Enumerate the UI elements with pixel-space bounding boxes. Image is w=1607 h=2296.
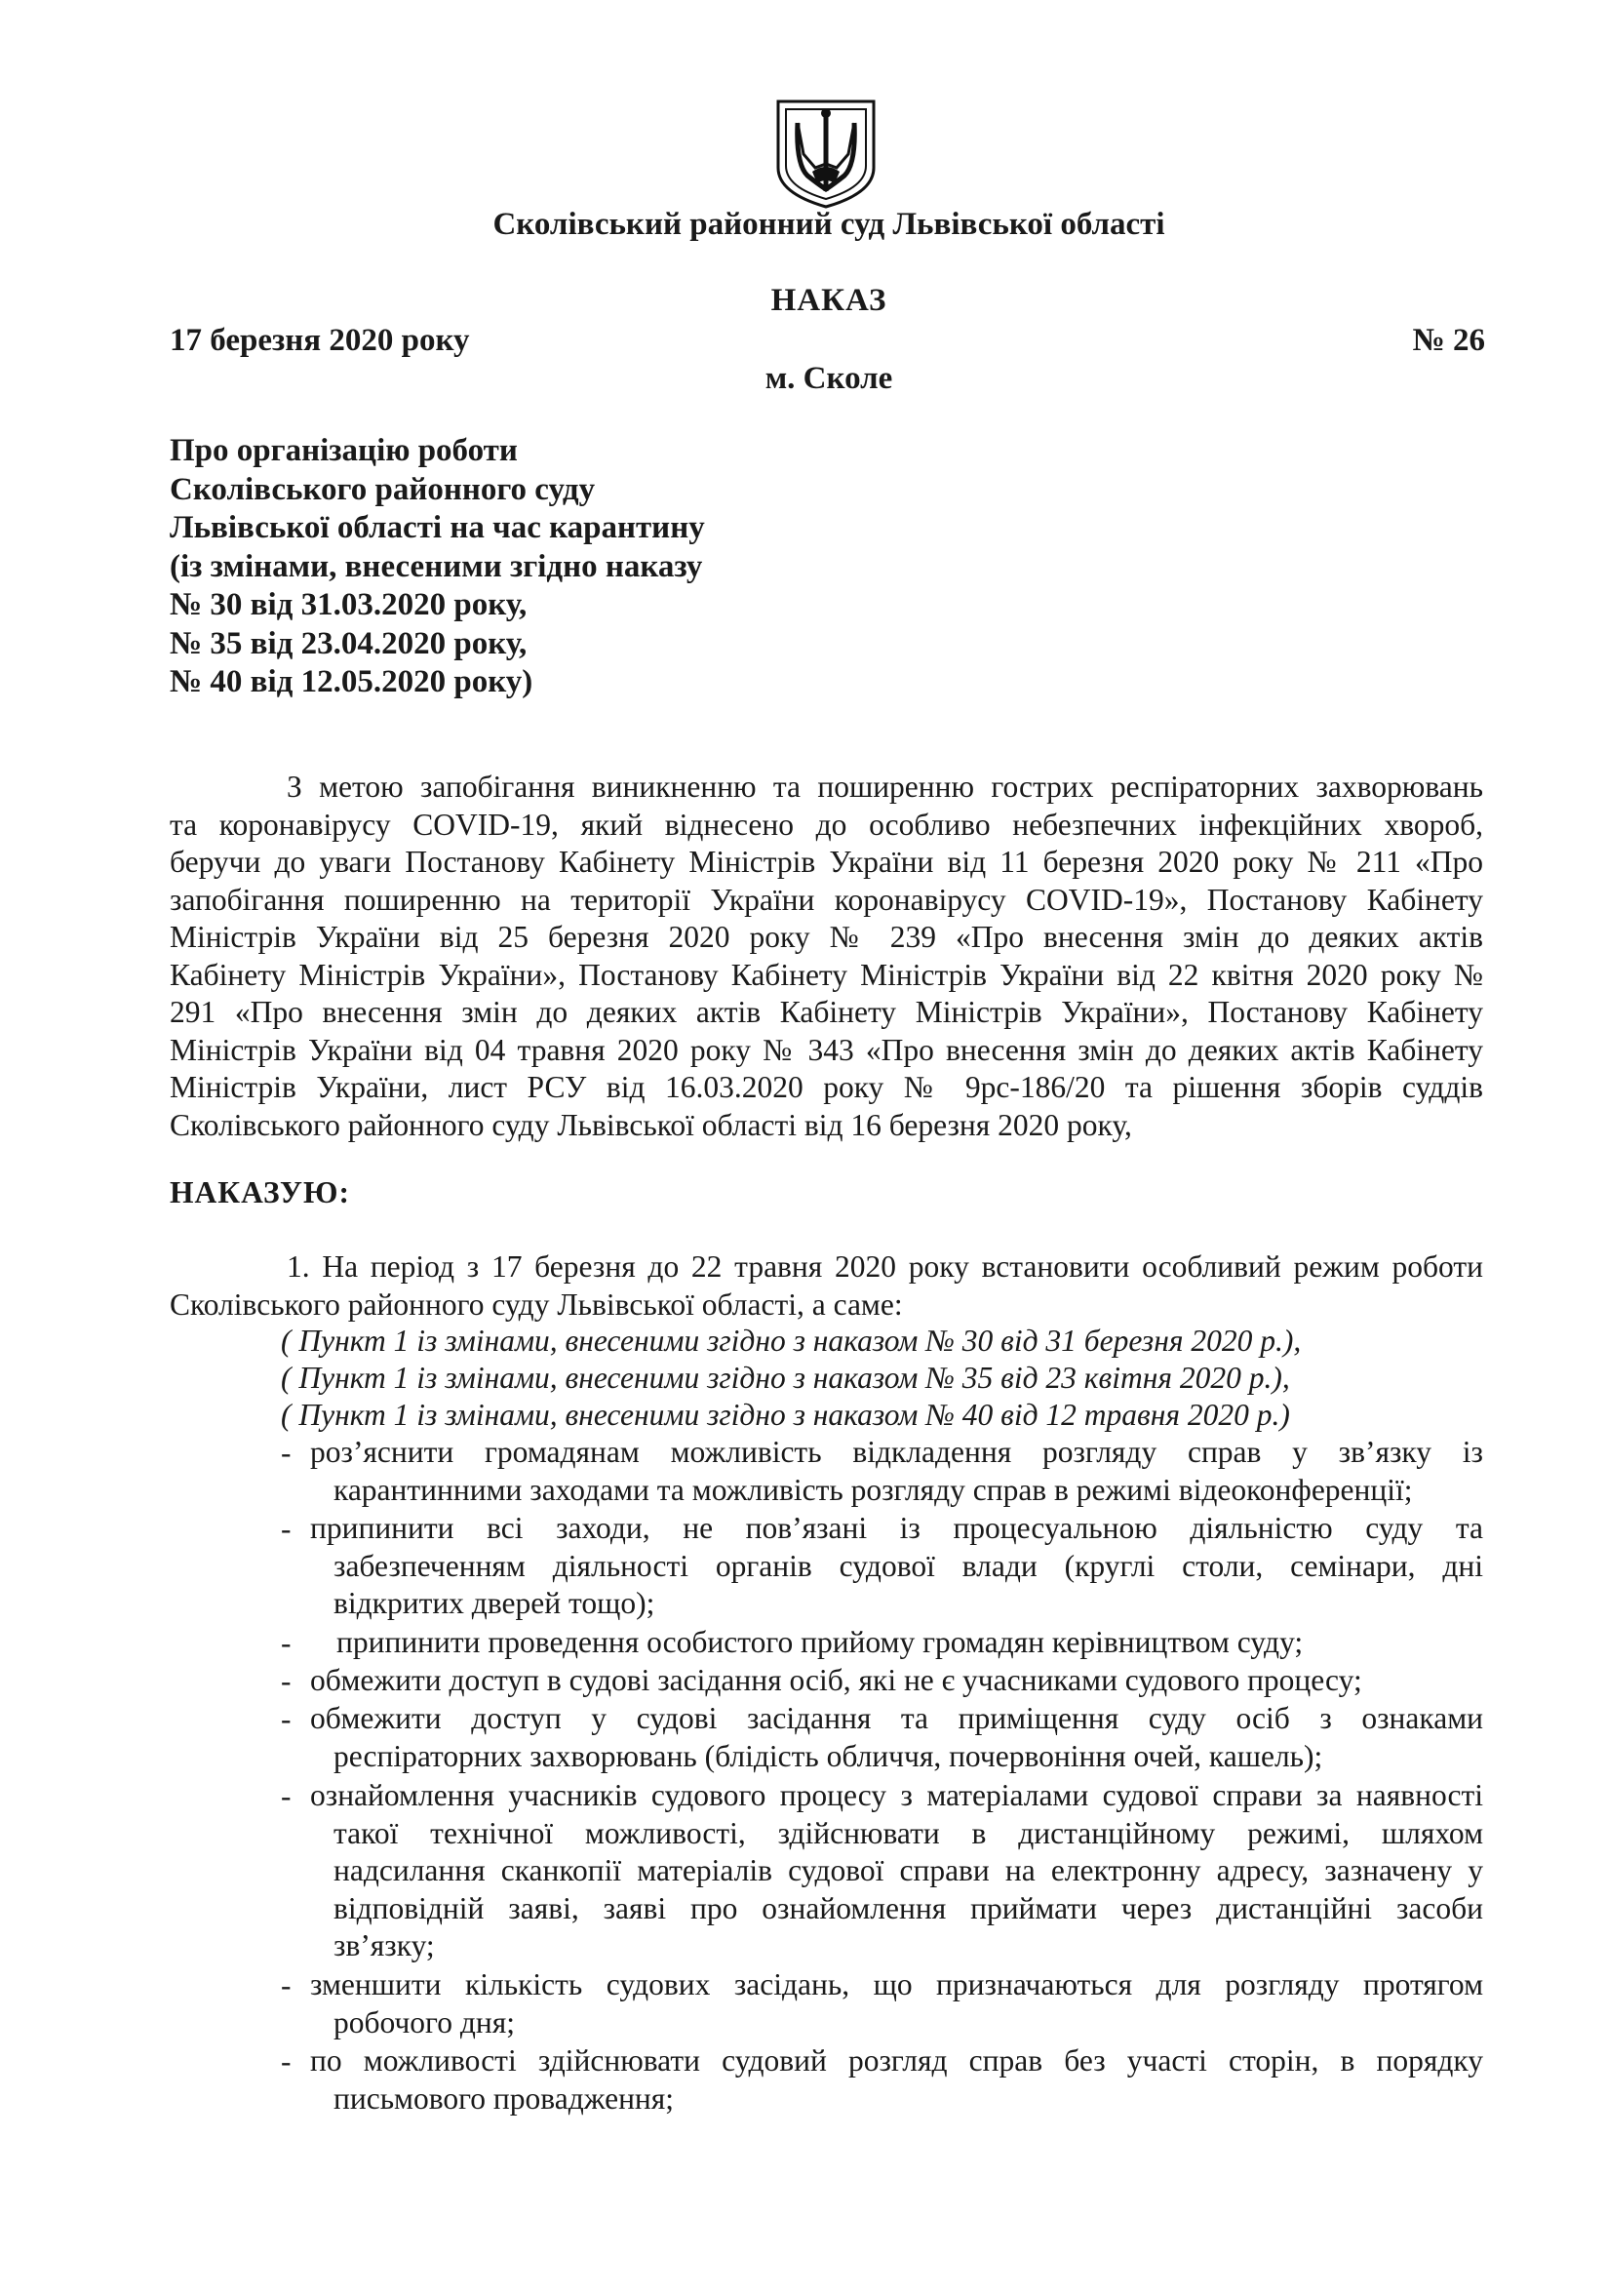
bullet-line: відповідній заяві, заяві про ознайомлення приймати через дистанційні засоби [333, 1890, 1483, 1925]
preamble-line: Міністрів України від 04 травня 2020 року № 343 «Про внесення змін до деяких актів Кабінету [170, 1032, 1483, 1067]
bullet-dash: - [281, 1436, 292, 1470]
subject-line: Львівської області на час карантину [170, 510, 705, 545]
bullet-item [310, 1777, 1483, 1965]
bullet-item [336, 1624, 1487, 1662]
coat-of-arms-emblem [759, 96, 893, 211]
bullet-line: обмежити доступ у судові засідання та приміщення суду осіб з ознаками [310, 1701, 1483, 1735]
bullet-line: припинити проведення особистого прийому громадян керівництвом суду; [336, 1625, 1304, 1659]
bullet-line: забезпеченням діяльності органів судової влади (круглі столи, семінари, дні [333, 1548, 1483, 1583]
bullet-dash: - [281, 1664, 292, 1698]
bullet-line: зменшити кількість судових засідань, що призначаються для розгляду протягом [310, 1967, 1483, 2001]
bullet-line: респіраторних захворювань (блідість обличчя, почервоніння очей, кашель); [333, 1738, 1323, 1773]
preamble-line: З метою запобігання виникненню та поширенню гострих респіраторних захворювань [287, 770, 1483, 804]
bullet-line: відкритих дверей тощо); [333, 1586, 655, 1620]
bullet-line: обмежити доступ в судові засідання осіб, які не є учасниками судового процесу; [310, 1663, 1362, 1697]
preamble-line: Міністрів України від 25 березня 2020 року № 239 «Про внесення змін до деяких актів [170, 920, 1483, 954]
amendment-note: ( Пункт 1 із змінами, внесеними згідно з наказом № 35 від 23 квітня 2020 р.), [281, 1361, 1290, 1395]
bullet-dash: - [281, 1626, 292, 1660]
bullet-dash: - [281, 1512, 292, 1546]
preamble-line: Міністрів України, лист РСУ від 16.03.2020 року № 9рс-186/20 та рішення зборів суддів [170, 1070, 1483, 1104]
subject-line: № 30 від 31.03.2020 року, [170, 587, 528, 622]
preamble-line: Кабінету Міністрів України», Постанову Кабінету Міністрів України від 22 квітня 2020 року № [170, 957, 1483, 992]
bullet-line: по можливості здійснювати судовий розгляд справ без участі сторін, в порядку [310, 2043, 1483, 2078]
bullet-line: письмового провадження; [333, 2080, 675, 2116]
bullet-item [310, 1966, 1483, 2041]
bullet-line: робочого дня; [333, 2004, 515, 2039]
order-date: 17 березня 2020 року [170, 323, 470, 358]
preamble-line: та коронавірусу COVID-19, який віднесено до особливо небезпечних інфекційних хвороб, [170, 807, 1483, 842]
order-subject [170, 432, 705, 702]
bullet-dash: - [281, 1702, 292, 1736]
point-1 [170, 1248, 1483, 1324]
point-1-line: Сколівського районного суду Львівської області, а саме: [170, 1287, 903, 1322]
order-heading: НАКАЗУЮ: [170, 1175, 350, 1209]
subject-line: Про організацію роботи [170, 433, 518, 468]
bullet-line: надсилання сканкопії матеріалів судової справи на електронну адресу, зазначену у [333, 1853, 1483, 1887]
document-title: НАКАЗ [770, 283, 887, 318]
bullet-dash: - [281, 1968, 292, 2002]
bullet-line: такої технічної можливості, здійснювати в дистанційному режимі, шляхом [333, 1815, 1483, 1850]
order-city: м. Сколе [764, 361, 893, 396]
preamble-line: запобігання поширенню на території України коронавірусу COVID-19», Постанову Кабінету [170, 882, 1483, 917]
bullet-line: зв’язку; [333, 1928, 435, 1962]
bullet-dash: - [281, 1779, 292, 1813]
bullet-item [310, 2042, 1483, 2118]
bullet-item [310, 1700, 1483, 1775]
bullet-line: карантинними заходами та можливість розгляду справ в режимі відеоконференції; [333, 1472, 1413, 1507]
order-number: № 26 [1412, 323, 1485, 358]
bullet-item [310, 1662, 1483, 1700]
bullet-line: ознайомлення учасників судового процесу з матеріалами судової справи за наявності [310, 1778, 1483, 1812]
preamble-line: Сколівського районного суду Львівської області від 16 березня 2020 року, [170, 1107, 1132, 1142]
bullet-item [310, 1434, 1483, 1509]
preamble-paragraph [170, 769, 1483, 1144]
court-name: Сколівський районний суд Львівської області [492, 207, 1165, 242]
amendment-note: ( Пункт 1 із змінами, внесеними згідно з наказом № 30 від 31 березня 2020 р.), [281, 1324, 1302, 1358]
bullet-line: роз’яснити громадянам можливість відкладення розгляду справ у зв’язку із [310, 1435, 1483, 1469]
amendment-notes [281, 1323, 1301, 1434]
amendment-note: ( Пункт 1 із змінами, внесеними згідно з наказом № 40 від 12 травня 2020 р.) [281, 1398, 1290, 1432]
preamble-line: 291 «Про внесення змін до деяких актів Кабінету Міністрів України», Постанову Кабінету [170, 995, 1483, 1029]
bullet-dash: - [281, 2044, 292, 2078]
bullet-item [310, 1510, 1483, 1623]
subject-line: (із змінами, внесеними згідно наказу [170, 548, 703, 584]
subject-line: № 35 від 23.04.2020 року, [170, 625, 528, 661]
subject-line: Сколівського районного суду [170, 471, 596, 507]
bullet-line: припинити всі заходи, не пов’язані із процесуальною діяльністю суду та [310, 1511, 1483, 1545]
point-1-line: 1. На період з 17 березня до 22 травня 2020 року встановити особливий режим роботи [287, 1249, 1483, 1284]
preamble-line: беручи до уваги Постанову Кабінету Міністрів України від 11 березня 2020 року № 211 «Про [170, 845, 1483, 879]
subject-line: № 40 від 12.05.2020 року) [170, 664, 533, 699]
